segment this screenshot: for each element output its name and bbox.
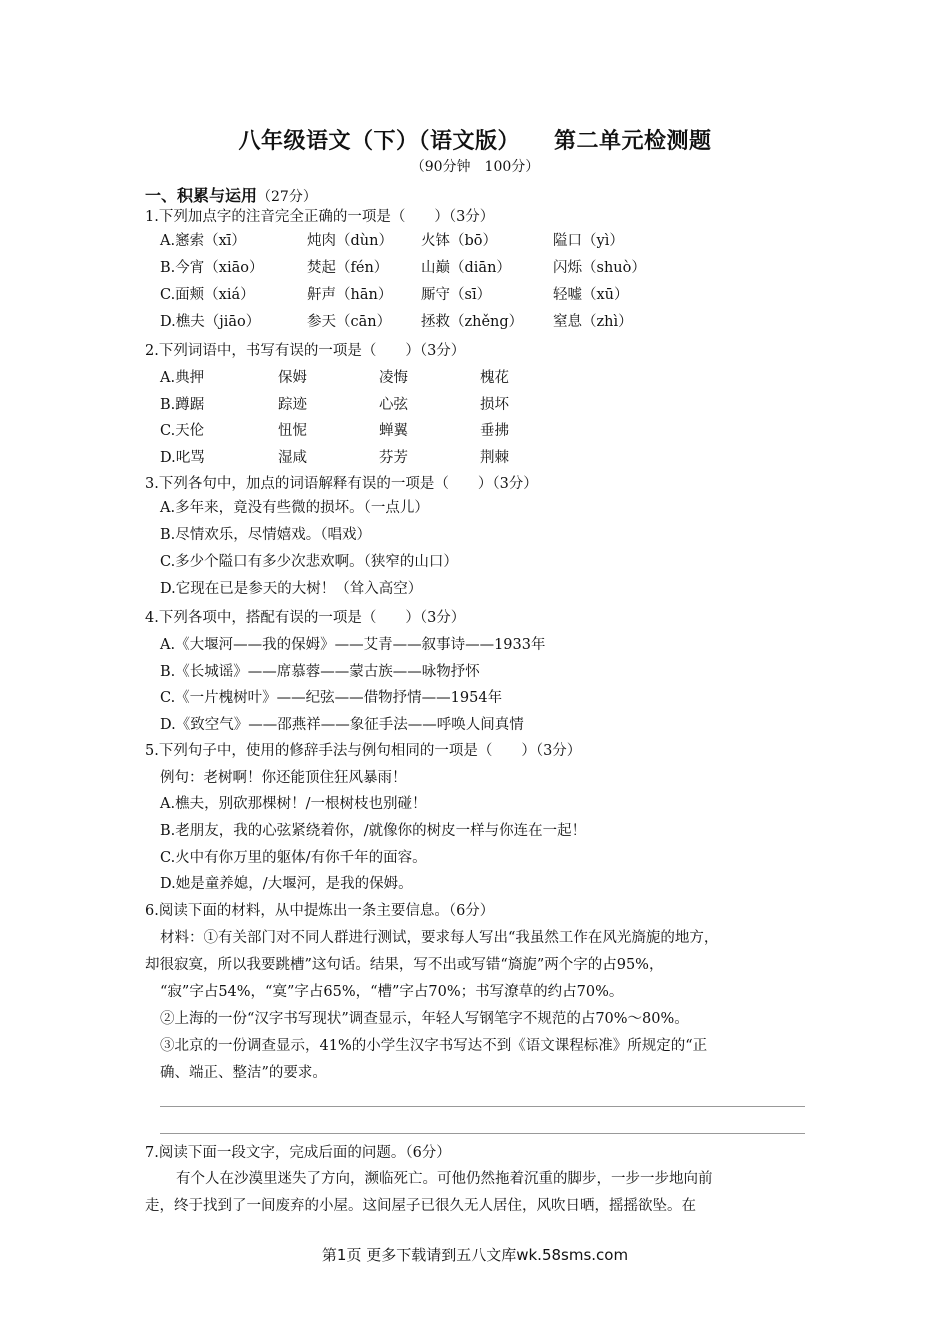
q3-option-c: C.多少个隘口有多少次悲欢啊。（狭窄的山口） [160, 554, 458, 570]
q2-c-1: C.天伦 [160, 423, 205, 439]
question-2-stem: 2.下列词语中，书写有误的一项是（ ）（3分） [145, 343, 466, 359]
q2-d-2: 湿咸 [278, 450, 307, 466]
q2-a-2: 保姆 [278, 370, 307, 386]
q6-material-line-2: 却很寂寞，所以我要跳槽”这句话。结果，写不出或写错“旖旎”两个字的占95%， [145, 957, 664, 973]
q1-option-c2: 鼾声（hān） [307, 287, 393, 303]
q2-d-1: D.叱骂 [160, 450, 205, 466]
q1-option-c1: C.面颊（xiá） [160, 287, 255, 303]
q2-c-3: 蝉翼 [379, 423, 408, 439]
q1-option-b3: 山巅（diān） [421, 260, 511, 276]
q2-b-4: 损坏 [480, 397, 509, 413]
q3-option-a: A.多年来，竟没有些微的损坏。（一点儿） [160, 500, 429, 516]
q1-option-d3: 拯救（zhěng） [421, 314, 524, 330]
question-5-stem: 5.下列句子中，使用的修辞手法与例句相同的一项是（ ）（3分） [145, 743, 582, 759]
q1-option-a4: 隘口（yì） [553, 233, 624, 249]
q1-option-b2: 焚起（fén） [307, 260, 389, 276]
answer-line-2 [160, 1133, 805, 1134]
q1-option-d4: 窒息（zhì） [553, 314, 633, 330]
q2-d-3: 芬芳 [379, 450, 408, 466]
q1-option-a1: A.窸索（xī） [160, 233, 246, 249]
q2-a-3: 凌悔 [379, 370, 408, 386]
q4-option-d: D.《致空气》——邵燕祥——象征手法——呼唤人间真情 [160, 717, 524, 733]
q2-a-1: A.典押 [160, 370, 205, 386]
q2-a-4: 槐花 [480, 370, 509, 386]
q1-option-b1: B.今宵（xiāo） [160, 260, 264, 276]
q7-passage-line-2: 走，终于找到了一间废弃的小屋。这间屋子已很久无人居住，风吹日晒，摇摇欲坠。在 [145, 1198, 696, 1214]
q2-b-1: B.蹲踞 [160, 397, 205, 413]
q4-option-c: C.《一片槐树叶》——纪弦——借物抒情——1954年 [160, 690, 503, 706]
answer-line-1 [160, 1106, 805, 1107]
q1-option-c4: 轻嘘（xū） [553, 287, 629, 303]
title-main: 八年级语文（下）（语文版） [238, 129, 520, 154]
q1-option-a3: 火钵（bō） [421, 233, 498, 249]
q5-example: 例句：老树啊！你还能顶住狂风暴雨！ [160, 770, 407, 786]
title-unit: 第二单元检测题 [554, 129, 712, 154]
q6-material-line-1: 材料：①有关部门对不同人群进行测试，要求每人写出“我虽然工作在风光旖旎的地方， [160, 930, 719, 946]
q2-b-3: 心弦 [379, 397, 408, 413]
q6-material-line-3: “寂”字占54%，“寞”字占65%，“槽”字占70%；书写潦草的约占70%。 [160, 984, 624, 1000]
q3-option-d: D.它现在已是参天的大树！（耸入高空） [160, 581, 423, 597]
q5-option-d: D.她是童养媳，/大堰河，是我的保姆。 [160, 876, 413, 892]
exam-subtitle: （90分钟 100分） [410, 159, 540, 175]
q6-material-line-4: ②上海的一份“汉字书写现状”调查显示，年轻人写钢笔字不规范的占70%～80%。 [160, 1011, 689, 1027]
question-1-stem: 1.下列加点字的注音完全正确的一项是（ ）（3分） [145, 209, 495, 225]
q6-material-line-6: 确、端正、整洁”的要求。 [160, 1065, 327, 1081]
q1-option-d2: 参天（cān） [307, 314, 392, 330]
q1-option-b4: 闪烁（shuò） [553, 260, 646, 276]
q6-material-line-5: ③北京的一份调查显示，41%的小学生汉字书写达不到《语文课程标准》所规定的“正 [160, 1038, 708, 1054]
section-heading [145, 183, 317, 206]
q4-option-b: B.《长城谣》——席慕蓉——蒙古族——咏物抒怀 [160, 664, 480, 680]
q7-passage-line-1: 有个人在沙漠里迷失了方向，濒临死亡。可他仍然拖着沉重的脚步，一步一步地向前 [176, 1171, 713, 1187]
q1-option-c3: 厮守（sī） [421, 287, 492, 303]
q1-option-a2: 炖肉（dùn） [307, 233, 393, 249]
q1-option-d1: D.樵夫（jiāo） [160, 314, 261, 330]
question-3-stem: 3.下列各句中，加点的词语解释有误的一项是（ ）（3分） [145, 476, 538, 492]
q5-option-a: A.樵夫，别砍那棵树！/一根树枝也别碰！ [160, 796, 427, 812]
question-4-stem: 4.下列各项中，搭配有误的一项是（ ）（3分） [145, 610, 466, 626]
q2-c-4: 垂拂 [480, 423, 509, 439]
q2-d-4: 荆棘 [480, 450, 509, 466]
q2-c-2: 忸怩 [278, 423, 307, 439]
q4-option-a: A.《大堰河——我的保姆》——艾青——叙事诗——1933年 [160, 637, 546, 653]
q5-option-b: B.老朋友，我的心弦紧绕着你，/就像你的树皮一样与你连在一起！ [160, 823, 587, 839]
section-title: 一、积累与运用 [145, 186, 258, 205]
q3-option-b: B.尽情欢乐，尽情嬉戏。（唱戏） [160, 527, 372, 543]
page-footer: 第1页 更多下载请到五八文库wk.58sms.com [321, 1246, 629, 1264]
q5-option-c: C.火中有你万里的躯体/有你千年的面容。 [160, 850, 427, 866]
section-points: （27分） [257, 189, 317, 205]
exam-title [0, 124, 950, 155]
question-7-stem: 7.阅读下面一段文字，完成后面的问题。（6分） [145, 1145, 451, 1161]
q2-b-2: 踪迹 [278, 397, 307, 413]
question-6-stem: 6.阅读下面的材料，从中提炼出一条主要信息。（6分） [145, 903, 495, 919]
